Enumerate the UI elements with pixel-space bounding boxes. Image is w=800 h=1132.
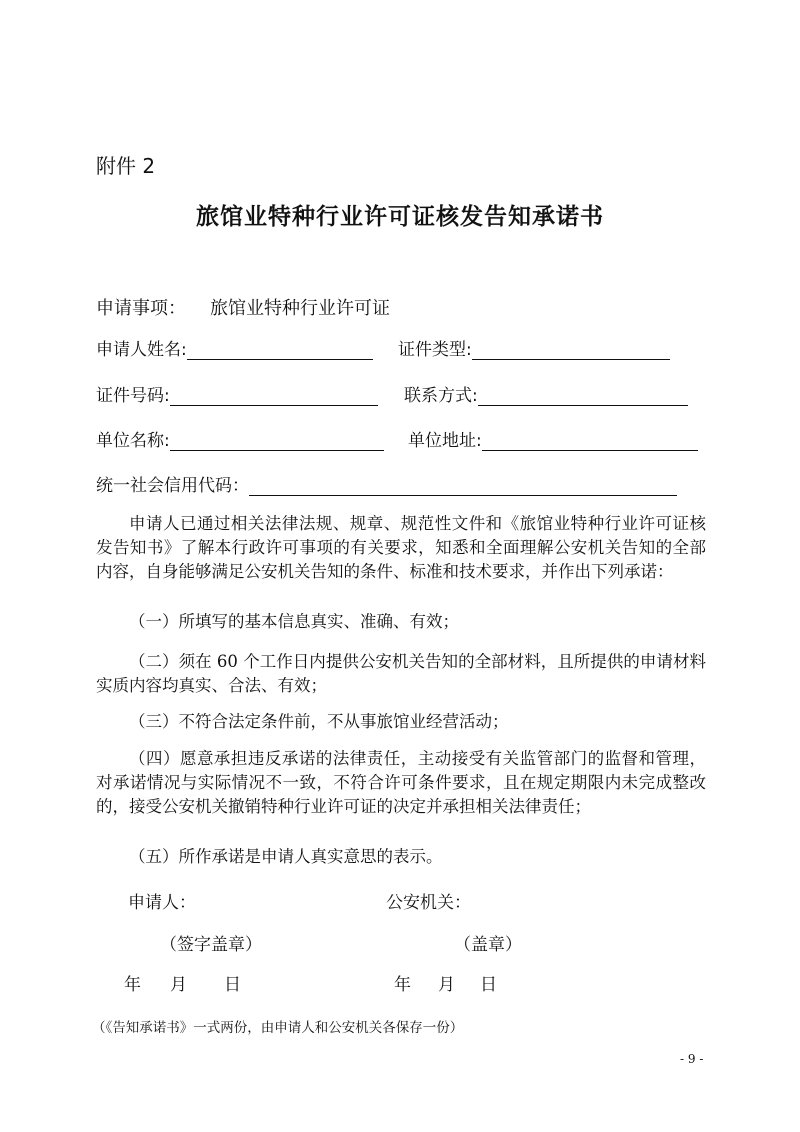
org-name-label: 单位名称: — [96, 431, 170, 451]
document-title: 旅馆业特种行业许可证核发告知承诺书 — [196, 203, 604, 230]
commitment-1: （一）所填写的基本信息真实、准确、有效； — [129, 612, 459, 631]
police-month: 月 — [438, 975, 455, 995]
police-year: 年 — [394, 975, 411, 995]
commitment-3: （三）不符合法定条件前，不从事旅馆业经营活动； — [129, 712, 509, 731]
org-name-blank[interactable] — [170, 430, 384, 451]
id-number-field[interactable] — [96, 382, 378, 406]
id-type-label: 证件类型: — [398, 340, 472, 360]
police-seal-label: （盖章） — [454, 935, 522, 955]
id-type-field[interactable] — [398, 336, 670, 360]
commitment-4: （四）愿意承担违反承诺的法律责任，主动接受有关监管部门的监督和管理，对承诺情况与实际情况不一致，不符合许可条件要求，且在规定期限内未完成整改的，接受公安机关撤销特种行业许可证的决定并承担相关法律责任； — [96, 749, 706, 816]
credit-code-label: 统一社会信用代码： — [96, 476, 249, 496]
applicant-name-label: 申请人姓名: — [96, 340, 187, 360]
contact-label: 联系方式: — [404, 386, 478, 406]
org-address-field[interactable] — [408, 427, 698, 451]
applicant-name-field[interactable] — [96, 336, 373, 360]
contact-blank[interactable] — [478, 385, 688, 406]
credit-code-blank[interactable] — [249, 475, 677, 496]
matter-label: 申请事项： — [96, 298, 186, 319]
applicant-year: 年 — [124, 975, 141, 995]
applicant-day: 日 — [224, 975, 241, 995]
matter-value: 旅馆业特种行业许可证 — [210, 298, 390, 319]
org-address-blank[interactable] — [482, 430, 698, 451]
id-type-blank[interactable] — [472, 339, 670, 360]
applicant-signature-label: 申请人： — [128, 893, 196, 913]
org-name-field[interactable] — [96, 427, 384, 451]
commitment-5: （五）所作承诺是申请人真实意思的表示。 — [129, 847, 443, 866]
application-matter — [96, 294, 390, 320]
applicant-seal-label: （签字盖章） — [160, 935, 262, 955]
id-number-blank[interactable] — [170, 385, 378, 406]
applicant-name-blank[interactable] — [187, 339, 373, 360]
police-signature-label: 公安机关： — [386, 893, 471, 913]
org-address-label: 单位地址: — [408, 431, 482, 451]
page-number: - 9 - — [680, 1052, 704, 1066]
applicant-month: 月 — [170, 975, 187, 995]
id-number-label: 证件号码: — [96, 386, 170, 406]
police-day: 日 — [480, 975, 497, 995]
commitment-2: （二）须在 60 个工作日内提供公安机关告知的全部材料，且所提供的申请材料实质内容均真实、合法、有效； — [96, 652, 706, 695]
contact-field[interactable] — [404, 382, 688, 406]
annex-label: 附件 2 — [96, 154, 156, 178]
intro-paragraph: 申请人已通过相关法律法规、规章、规范性文件和《旅馆业特种行业许可证核发告知书》了解本行政许可事项的有关要求，知悉和全面理解公安机关告知的全部内容，自身能够满足公安机关告知的条件、标准和技术要求，并作出下列承诺： — [96, 514, 706, 581]
footnote: （《告知承诺书》一式两份，由申请人和公安机关各保存一份） — [92, 1020, 464, 1036]
credit-code-field[interactable] — [96, 472, 677, 496]
